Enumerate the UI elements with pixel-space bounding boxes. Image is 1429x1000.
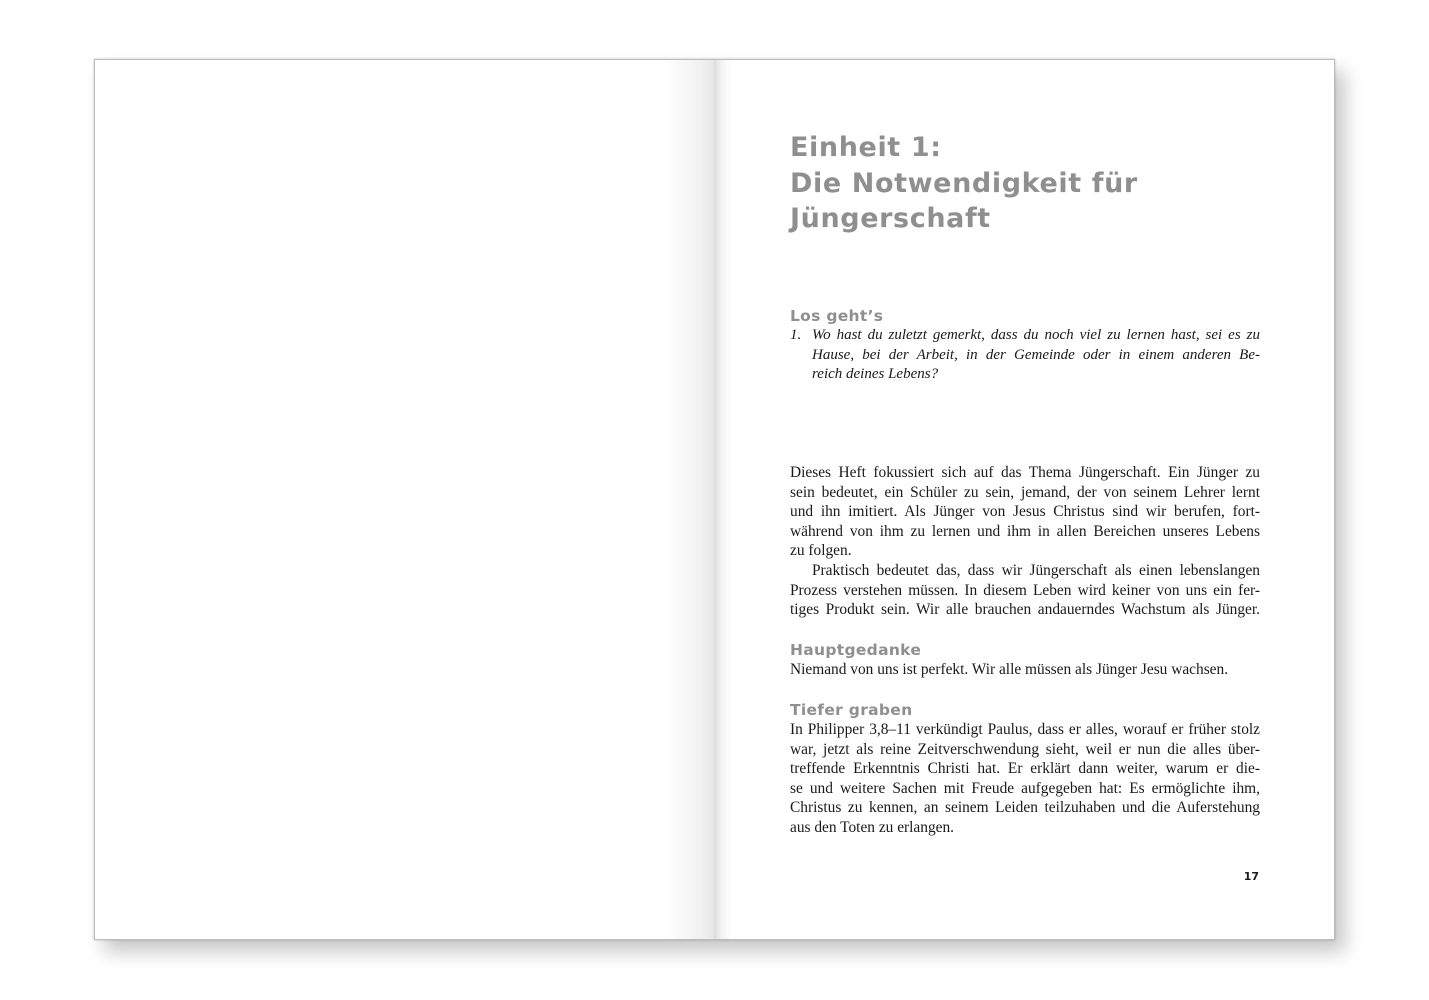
section-heading-tiefer-graben: Tiefer graben xyxy=(790,701,913,719)
text-line: In Philipper 3,8–11 verkündigt Paulus, dass er alles, worauf er früher stolz xyxy=(790,721,1260,738)
section-heading-hauptgedanke: Hauptgedanke xyxy=(790,641,922,659)
text-line: zu folgen. xyxy=(790,542,852,560)
intro-paragraph-2 xyxy=(790,561,1260,620)
text-line: aus den Toten zu erlangen. xyxy=(790,818,955,836)
page-number: 17 xyxy=(1243,870,1259,883)
unit-title xyxy=(790,130,1138,237)
text-line: Dieses Heft fokussiert sich auf das Thema Jüngerschaft. Ein Jünger zu xyxy=(790,464,1260,481)
question-line: Hause, bei der Arbeit, in der Gemeinde oder in einem anderen Be- xyxy=(812,346,1260,363)
text-line: Praktisch bedeutet das, dass wir Jüngerschaft als einen lebenslangen xyxy=(812,561,1260,579)
text-line: und ihn imitiert. Als Jünger von Jesus Christus sind wir berufen, fort- xyxy=(790,503,1260,521)
text-line: Niemand von uns ist perfekt. Wir alle müssen als Jünger Jesu wachsen. xyxy=(790,661,1229,678)
intro-text xyxy=(790,463,1260,620)
text-line: treffende Erkenntnis Christi hat. Er erklärt dann weiter, warum er die- xyxy=(790,760,1260,778)
question-1 xyxy=(790,326,1260,385)
unit-title-line: Die Notwendigkeit für xyxy=(790,167,1138,199)
question-number: 1. xyxy=(790,327,802,343)
tiefer-graben-paragraph xyxy=(790,720,1260,838)
text-line: se und weitere Sachen mit Freude aufgegeben hat: Es ermöglichte ihm, xyxy=(790,779,1260,797)
hauptgedanke-text xyxy=(790,660,1260,680)
section-heading-los-gehts: Los geht’s xyxy=(790,307,884,325)
left-page-blank xyxy=(94,59,714,940)
section-los-gehts xyxy=(790,306,1260,385)
unit-title-line: Einheit 1: xyxy=(790,132,942,163)
text-line: Prozess verstehen müssen. In diesem Leben wird keiner von uns ein fer- xyxy=(790,581,1260,599)
text-line: war, jetzt als reine Zeitverschwendung sieht, weil er nun die alles über- xyxy=(790,740,1260,758)
text-line: tiges Produkt sein. Wir alle brauchen andauerndes Wachstum als Jünger. xyxy=(790,601,1260,619)
question-line: Wo hast du zuletzt gemerkt, dass du noch viel zu lernen hast, sei es zu xyxy=(812,327,1260,343)
text-line: während von ihm zu lernen und ihm in allen Bereichen unseres Lebens xyxy=(790,522,1260,540)
right-page xyxy=(714,59,1335,940)
question-line: reich deines Lebens? xyxy=(812,366,939,383)
section-hauptgedanke xyxy=(790,640,1260,680)
intro-paragraph-1 xyxy=(790,463,1260,561)
text-line: sein bedeutet, ein Schüler zu sein, jemand, der von seinem Lehrer lernt xyxy=(790,483,1260,501)
book-spread xyxy=(94,59,1335,940)
unit-title-line: Jüngerschaft xyxy=(790,203,991,234)
section-tiefer-graben xyxy=(790,700,1260,838)
text-line: Christus zu kennen, an seinem Leiden teilzuhaben und die Auferstehung xyxy=(790,799,1260,817)
